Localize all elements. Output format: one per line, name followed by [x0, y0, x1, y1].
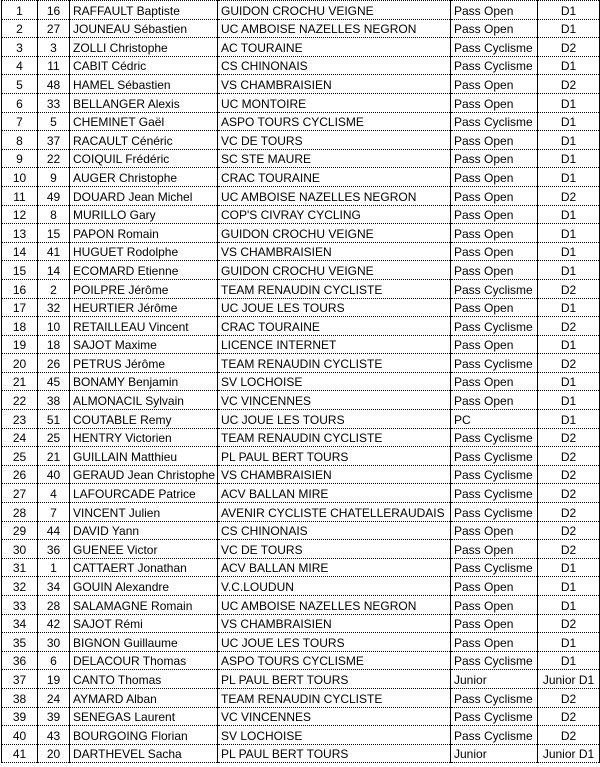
category-cell: D1 [538, 651, 600, 670]
rider-name-cell: RETAILLEAU Vincent [70, 317, 218, 336]
rider-name-cell: HAMEL Sébastien [70, 75, 218, 94]
category-cell: D2 [538, 428, 600, 447]
rider-name-cell: DAVID Yann [70, 521, 218, 540]
dossard-cell: 42 [38, 614, 70, 633]
category-cell: D2 [538, 688, 600, 707]
dossard-cell: 28 [38, 596, 70, 615]
pass-cell: Pass Cyclisme [451, 38, 538, 57]
category-cell: D1 [538, 205, 600, 224]
dossard-cell: 14 [38, 261, 70, 280]
pass-cell: Pass Cyclisme [451, 707, 538, 726]
pass-cell: Pass Open [451, 614, 538, 633]
category-cell: D2 [538, 186, 600, 205]
club-cell: GUIDON CROCHU VEIGNE [218, 224, 451, 243]
rider-name-cell: MURILLO Gary [70, 205, 218, 224]
pass-cell: Pass Open [451, 75, 538, 94]
club-cell: UC JOUE LES TOURS [218, 298, 451, 317]
rank-cell: 8 [2, 131, 38, 150]
category-cell: D1 [538, 633, 600, 652]
category-cell: D2 [538, 279, 600, 298]
table-row [2, 205, 600, 224]
dossard-cell: 45 [38, 372, 70, 391]
rank-cell: 14 [2, 242, 38, 261]
rider-name-cell: SAJOT Rémi [70, 614, 218, 633]
club-cell: VS CHAMBRAISIEN [218, 242, 451, 261]
rider-name-cell: JOUNEAU Sébastien [70, 19, 218, 38]
dossard-cell: 30 [38, 633, 70, 652]
category-cell: D2 [538, 614, 600, 633]
club-cell: UC AMBOISE NAZELLES NEGRON [218, 186, 451, 205]
rank-cell: 30 [2, 540, 38, 559]
table-row [2, 688, 600, 707]
category-cell: D1 [538, 112, 600, 131]
category-cell: D1 [538, 577, 600, 596]
rank-cell: 9 [2, 149, 38, 168]
table-row [2, 614, 600, 633]
rank-cell: 2 [2, 19, 38, 38]
pass-cell: Pass Cyclisme [451, 651, 538, 670]
table-row [2, 19, 600, 38]
category-cell: D2 [538, 726, 600, 745]
dossard-cell: 25 [38, 428, 70, 447]
category-cell: D2 [538, 354, 600, 373]
rank-cell: 33 [2, 596, 38, 615]
rank-cell: 35 [2, 633, 38, 652]
dossard-cell: 40 [38, 465, 70, 484]
category-cell: D2 [538, 317, 600, 336]
table-row [2, 540, 600, 559]
rider-name-cell: CATTAERT Jonathan [70, 558, 218, 577]
rank-cell: 10 [2, 168, 38, 187]
rider-name-cell: DARTHEVEL Sacha [70, 744, 218, 763]
club-cell: AVENIR CYCLISTE CHATELLERAUDAIS [218, 503, 451, 522]
dossard-cell: 10 [38, 317, 70, 336]
rider-name-cell: BIGNON Guillaume [70, 633, 218, 652]
rider-name-cell: RAFFAULT Baptiste [70, 1, 218, 20]
dossard-cell: 7 [38, 503, 70, 522]
dossard-cell: 26 [38, 354, 70, 373]
dossard-cell: 3 [38, 38, 70, 57]
dossard-cell: 6 [38, 651, 70, 670]
table-row [2, 298, 600, 317]
dossard-cell: 21 [38, 447, 70, 466]
rank-cell: 26 [2, 465, 38, 484]
rank-cell: 12 [2, 205, 38, 224]
pass-cell: Pass Open [451, 93, 538, 112]
category-cell: D1 [538, 410, 600, 429]
table-row [2, 596, 600, 615]
club-cell: GUIDON CROCHU VEIGNE [218, 261, 451, 280]
category-cell: D1 [538, 56, 600, 75]
pass-cell: Pass Open [451, 261, 538, 280]
category-cell: D2 [538, 484, 600, 503]
dossard-cell: 15 [38, 224, 70, 243]
table-row [2, 744, 600, 763]
rank-cell: 21 [2, 372, 38, 391]
rank-cell: 31 [2, 558, 38, 577]
pass-cell: Pass Open [451, 577, 538, 596]
rank-cell: 37 [2, 670, 38, 689]
club-cell: UC JOUE LES TOURS [218, 410, 451, 429]
category-cell: D2 [538, 503, 600, 522]
dossard-cell: 49 [38, 186, 70, 205]
dossard-cell: 36 [38, 540, 70, 559]
category-cell: D1 [538, 391, 600, 410]
rank-cell: 41 [2, 744, 38, 763]
pass-cell: Pass Cyclisme [451, 56, 538, 75]
dossard-cell: 1 [38, 558, 70, 577]
rider-name-cell: POILPRE Jérôme [70, 279, 218, 298]
club-cell: VC DE TOURS [218, 540, 451, 559]
club-cell: SV LOCHOISE [218, 372, 451, 391]
table-row [2, 168, 600, 187]
rank-cell: 23 [2, 410, 38, 429]
table-row [2, 726, 600, 745]
rider-name-cell: SAJOT Maxime [70, 335, 218, 354]
club-cell: PL PAUL BERT TOURS [218, 670, 451, 689]
club-cell: UC MONTOIRE [218, 93, 451, 112]
table-row [2, 633, 600, 652]
category-cell: D2 [538, 447, 600, 466]
club-cell: LICENCE INTERNET [218, 335, 451, 354]
table-row [2, 428, 600, 447]
pass-cell: Pass Cyclisme [451, 503, 538, 522]
pass-cell: Pass Open [451, 186, 538, 205]
pass-cell: Pass Open [451, 372, 538, 391]
category-cell: D2 [538, 521, 600, 540]
table-row [2, 484, 600, 503]
rider-name-cell: ALMONACIL Sylvain [70, 391, 218, 410]
rider-name-cell: DOUARD Jean Michel [70, 186, 218, 205]
category-cell: D1 [538, 596, 600, 615]
category-cell: D1 [538, 372, 600, 391]
rank-cell: 38 [2, 688, 38, 707]
rank-cell: 4 [2, 56, 38, 75]
pass-cell: Pass Open [451, 540, 538, 559]
club-cell: GUIDON CROCHU VEIGNE [218, 1, 451, 20]
dossard-cell: 20 [38, 744, 70, 763]
rank-cell: 3 [2, 38, 38, 57]
table-row [2, 410, 600, 429]
pass-cell: Pass Cyclisme [451, 317, 538, 336]
table-row [2, 447, 600, 466]
pass-cell: Pass Open [451, 168, 538, 187]
dossard-cell: 5 [38, 112, 70, 131]
pass-cell: Pass Cyclisme [451, 447, 538, 466]
pass-cell: Pass Cyclisme [451, 484, 538, 503]
club-cell: CS CHINONAIS [218, 521, 451, 540]
rank-cell: 36 [2, 651, 38, 670]
club-cell: ACV BALLAN MIRE [218, 558, 451, 577]
table-row [2, 1, 600, 20]
rider-name-cell: VINCENT Julien [70, 503, 218, 522]
club-cell: TEAM RENAUDIN CYCLISTE [218, 279, 451, 298]
category-cell: D1 [538, 168, 600, 187]
pass-cell: Pass Cyclisme [451, 112, 538, 131]
rank-cell: 40 [2, 726, 38, 745]
table-row [2, 186, 600, 205]
club-cell: V.C.LOUDUN [218, 577, 451, 596]
category-cell: D2 [538, 540, 600, 559]
table-row [2, 503, 600, 522]
rider-name-cell: AYMARD Alban [70, 688, 218, 707]
category-cell: D1 [538, 298, 600, 317]
club-cell: ACV BALLAN MIRE [218, 484, 451, 503]
club-cell: PL PAUL BERT TOURS [218, 447, 451, 466]
club-cell: TEAM RENAUDIN CYCLISTE [218, 428, 451, 447]
rank-cell: 7 [2, 112, 38, 131]
table-row [2, 577, 600, 596]
dossard-cell: 41 [38, 242, 70, 261]
table-row [2, 707, 600, 726]
club-cell: ASPO TOURS CYCLISME [218, 651, 451, 670]
club-cell: CS CHINONAIS [218, 56, 451, 75]
club-cell: VC VINCENNES [218, 391, 451, 410]
dossard-cell: 19 [38, 670, 70, 689]
category-cell: Junior D1 [538, 744, 600, 763]
pass-cell: Pass Open [451, 335, 538, 354]
table-row [2, 56, 600, 75]
rider-name-cell: GUENEE Victor [70, 540, 218, 559]
rider-name-cell: COIQUIL Frédéric [70, 149, 218, 168]
rider-name-cell: SENEGAS Laurent [70, 707, 218, 726]
table-row [2, 372, 600, 391]
table-row [2, 242, 600, 261]
pass-cell: Pass Open [451, 596, 538, 615]
rider-name-cell: HUGUET Rodolphe [70, 242, 218, 261]
rider-name-cell: ECOMARD Etienne [70, 261, 218, 280]
club-cell: CRAC TOURAINE [218, 168, 451, 187]
club-cell: VC VINCENNES [218, 707, 451, 726]
pass-cell: Pass Open [451, 521, 538, 540]
table-row [2, 261, 600, 280]
rank-cell: 24 [2, 428, 38, 447]
category-cell: Junior D1 [538, 670, 600, 689]
dossard-cell: 8 [38, 205, 70, 224]
club-cell: AC TOURAINE [218, 38, 451, 57]
rider-name-cell: CANTO Thomas [70, 670, 218, 689]
rider-name-cell: CABIT Cédric [70, 56, 218, 75]
rider-name-cell: CHEMINET Gaël [70, 112, 218, 131]
rider-name-cell: AUGER Christophe [70, 168, 218, 187]
dossard-cell: 4 [38, 484, 70, 503]
pass-cell: Pass Open [451, 242, 538, 261]
rank-cell: 18 [2, 317, 38, 336]
dossard-cell: 44 [38, 521, 70, 540]
club-cell: COP'S CIVRAY CYCLING [218, 205, 451, 224]
pass-cell: Pass Open [451, 391, 538, 410]
pass-cell: Pass Open [451, 1, 538, 20]
rank-cell: 19 [2, 335, 38, 354]
category-cell: D2 [538, 465, 600, 484]
pass-cell: Pass Cyclisme [451, 428, 538, 447]
table-row [2, 112, 600, 131]
rider-name-cell: DELACOUR Thomas [70, 651, 218, 670]
rider-name-cell: RACAULT Cénéric [70, 131, 218, 150]
rank-cell: 27 [2, 484, 38, 503]
table-row [2, 131, 600, 150]
table-row [2, 651, 600, 670]
dossard-cell: 24 [38, 688, 70, 707]
club-cell: UC JOUE LES TOURS [218, 633, 451, 652]
rider-name-cell: HEURTIER Jérôme [70, 298, 218, 317]
results-table [1, 0, 600, 763]
dossard-cell: 16 [38, 1, 70, 20]
rank-cell: 28 [2, 503, 38, 522]
table-row [2, 558, 600, 577]
pass-cell: Pass Cyclisme [451, 465, 538, 484]
rider-name-cell: COUTABLE Remy [70, 410, 218, 429]
table-row [2, 391, 600, 410]
dossard-cell: 34 [38, 577, 70, 596]
category-cell: D1 [538, 224, 600, 243]
dossard-cell: 33 [38, 93, 70, 112]
club-cell: VS CHAMBRAISIEN [218, 465, 451, 484]
club-cell: TEAM RENAUDIN CYCLISTE [218, 354, 451, 373]
club-cell: ASPO TOURS CYCLISME [218, 112, 451, 131]
category-cell: D1 [538, 335, 600, 354]
dossard-cell: 37 [38, 131, 70, 150]
pass-cell: Junior [451, 670, 538, 689]
rank-cell: 20 [2, 354, 38, 373]
table-row [2, 317, 600, 336]
table-row [2, 670, 600, 689]
rider-name-cell: LAFOURCADE Patrice [70, 484, 218, 503]
dossard-cell: 27 [38, 19, 70, 38]
pass-cell: Pass Open [451, 224, 538, 243]
rank-cell: 32 [2, 577, 38, 596]
table-row [2, 465, 600, 484]
club-cell: PL PAUL BERT TOURS [218, 744, 451, 763]
rider-name-cell: GOUIN Alexandre [70, 577, 218, 596]
category-cell: D2 [538, 707, 600, 726]
pass-cell: Pass Open [451, 131, 538, 150]
table-row [2, 354, 600, 373]
rank-cell: 34 [2, 614, 38, 633]
category-cell: D2 [538, 38, 600, 57]
club-cell: UC AMBOISE NAZELLES NEGRON [218, 596, 451, 615]
pass-cell: Pass Open [451, 633, 538, 652]
dossard-cell: 18 [38, 335, 70, 354]
club-cell: TEAM RENAUDIN CYCLISTE [218, 688, 451, 707]
rank-cell: 1 [2, 1, 38, 20]
dossard-cell: 9 [38, 168, 70, 187]
dossard-cell: 48 [38, 75, 70, 94]
table-row [2, 93, 600, 112]
rank-cell: 17 [2, 298, 38, 317]
club-cell: VC DE TOURS [218, 131, 451, 150]
rank-cell: 6 [2, 93, 38, 112]
rank-cell: 13 [2, 224, 38, 243]
pass-cell: Pass Cyclisme [451, 688, 538, 707]
rider-name-cell: PETRUS Jérôme [70, 354, 218, 373]
rider-name-cell: GUILLAIN Matthieu [70, 447, 218, 466]
club-cell: CRAC TOURAINE [218, 317, 451, 336]
table-row [2, 149, 600, 168]
club-cell: UC AMBOISE NAZELLES NEGRON [218, 19, 451, 38]
rider-name-cell: SALAMAGNE Romain [70, 596, 218, 615]
rider-name-cell: BELLANGER Alexis [70, 93, 218, 112]
pass-cell: Junior [451, 744, 538, 763]
pass-cell: Pass Cyclisme [451, 279, 538, 298]
table-row [2, 38, 600, 57]
category-cell: D1 [538, 131, 600, 150]
category-cell: D1 [538, 93, 600, 112]
dossard-cell: 43 [38, 726, 70, 745]
table-row [2, 335, 600, 354]
club-cell: VS CHAMBRAISIEN [218, 75, 451, 94]
dossard-cell: 22 [38, 149, 70, 168]
table-row [2, 279, 600, 298]
rider-name-cell: ZOLLI Christophe [70, 38, 218, 57]
club-cell: SC STE MAURE [218, 149, 451, 168]
dossard-cell: 51 [38, 410, 70, 429]
category-cell: D1 [538, 242, 600, 261]
table-row [2, 224, 600, 243]
rank-cell: 29 [2, 521, 38, 540]
category-cell: D1 [538, 261, 600, 280]
club-cell: SV LOCHOISE [218, 726, 451, 745]
dossard-cell: 38 [38, 391, 70, 410]
rider-name-cell: PAPON Romain [70, 224, 218, 243]
rank-cell: 39 [2, 707, 38, 726]
pass-cell: Pass Cyclisme [451, 558, 538, 577]
table-row [2, 521, 600, 540]
table-row [2, 75, 600, 94]
pass-cell: Pass Cyclisme [451, 726, 538, 745]
category-cell: D1 [538, 19, 600, 38]
pass-cell: Pass Cyclisme [451, 354, 538, 373]
rank-cell: 16 [2, 279, 38, 298]
rider-name-cell: BONAMY Benjamin [70, 372, 218, 391]
pass-cell: Pass Open [451, 205, 538, 224]
dossard-cell: 32 [38, 298, 70, 317]
dossard-cell: 2 [38, 279, 70, 298]
pass-cell: Pass Open [451, 19, 538, 38]
dossard-cell: 39 [38, 707, 70, 726]
category-cell: D1 [538, 149, 600, 168]
rank-cell: 25 [2, 447, 38, 466]
rider-name-cell: HENTRY Victorien [70, 428, 218, 447]
category-cell: D1 [538, 1, 600, 20]
rider-name-cell: BOURGOING Florian [70, 726, 218, 745]
rank-cell: 22 [2, 391, 38, 410]
pass-cell: Pass Open [451, 149, 538, 168]
rank-cell: 11 [2, 186, 38, 205]
rank-cell: 15 [2, 261, 38, 280]
dossard-cell: 11 [38, 56, 70, 75]
category-cell: D1 [538, 558, 600, 577]
pass-cell: Pass Open [451, 298, 538, 317]
rank-cell: 5 [2, 75, 38, 94]
category-cell: D2 [538, 75, 600, 94]
club-cell: VS CHAMBRAISIEN [218, 614, 451, 633]
rider-name-cell: GERAUD Jean Christophe [70, 465, 218, 484]
pass-cell: PC [451, 410, 538, 429]
results-table-body [2, 1, 600, 763]
